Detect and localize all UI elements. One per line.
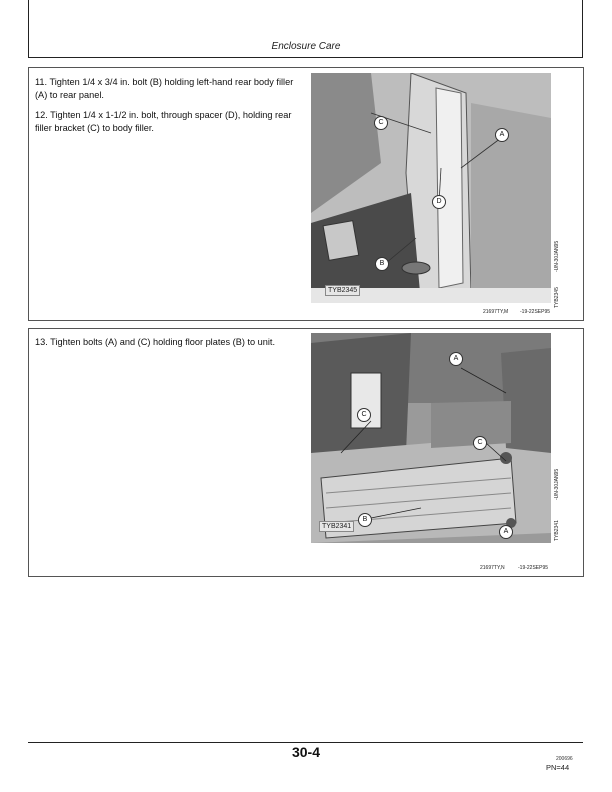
figure-2-photo	[311, 333, 551, 543]
page-number: 30-4	[291, 744, 321, 760]
step-11: 11. Tighten 1/4 x 3/4 in. bolt (B) holding left-hand rear body filler (A) to rear panel.	[35, 77, 294, 100]
callout-c-right: C	[473, 436, 487, 450]
side-code-1b: TYB2345	[554, 287, 560, 308]
header-rule	[28, 57, 583, 58]
figure-1-caption-right: -19-22SEP95	[520, 309, 551, 315]
instruction-text-1	[35, 76, 305, 142]
callout-c-left: C	[357, 408, 371, 422]
section-title: Enclosure Care	[271, 41, 341, 52]
instruction-text-2	[35, 336, 305, 357]
photo-label-1: TYB2345	[325, 285, 360, 296]
callout-c: C	[374, 116, 388, 130]
side-code-1a: -UN-30JAN95	[554, 240, 560, 272]
callout-a: A	[495, 128, 509, 142]
figure-2-caption-left: 21697TY,N	[480, 565, 505, 571]
figure-1-caption-left: 21697TY,M	[483, 309, 509, 315]
figure-2-illustration	[311, 333, 551, 543]
step-12: 12. Tighten 1/4 x 1-1/2 in. bolt, through spacer (D), holding rear filler bracket (C) to body filler.	[35, 110, 292, 133]
footer-pn: PN=44	[546, 763, 570, 772]
figure-2-caption-right: -19-22SEP95	[518, 565, 549, 571]
photo-label-2: TYB2341	[319, 521, 354, 532]
figure-1-illustration	[311, 73, 551, 303]
callout-a-top: A	[449, 352, 463, 366]
side-code-2b: TYB2341	[554, 520, 560, 541]
callout-b: B	[358, 513, 372, 527]
callout-d: D	[432, 195, 446, 209]
footer-doc-date: 200696	[556, 756, 573, 762]
figure-1-photo	[311, 73, 551, 303]
side-code-2a: -UN-30JAN95	[554, 468, 560, 500]
callout-b: B	[375, 257, 389, 271]
step-13: 13. Tighten bolts (A) and (C) holding floor plates (B) to unit.	[35, 337, 276, 347]
footer-rule	[28, 742, 583, 743]
callout-a-bottom: A	[499, 525, 513, 539]
